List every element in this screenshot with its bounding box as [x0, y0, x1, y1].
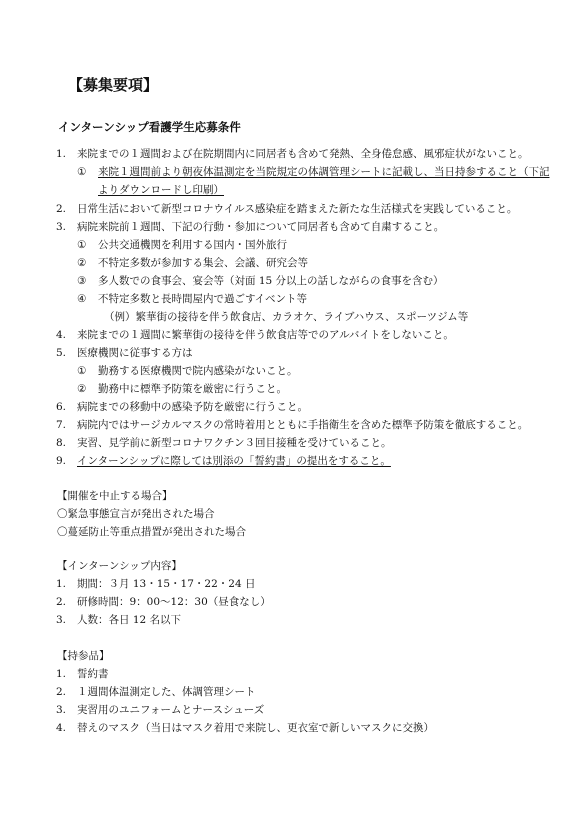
item-number: 4. — [56, 722, 67, 734]
item-text: 勤務する医療機関で院内感染がないこと。 — [98, 365, 298, 377]
item-text: 病院来院前１週間、下記の行動・参加について同居者も含めて自粛すること。 — [77, 221, 445, 233]
item-number: 1. — [56, 148, 67, 160]
item-text: 〇蔓延防止等重点措置が発出された場合 — [57, 526, 246, 538]
item-number: 4. — [56, 329, 67, 341]
conditions-subtitle: インターンシップ看護学生応募条件 — [58, 120, 241, 134]
item-text: 来院までの１週間および在院期間内に同居者も含めて発熱、全身倦怠感、風邪症状がないこと。 — [77, 148, 529, 160]
item-text: 不特定多数が参加する集会、会議、研究会等 — [98, 257, 308, 269]
item-number: 8. — [56, 437, 67, 449]
item-text-continued: よりダウンロードし印刷） — [98, 184, 224, 196]
item-text: 病院内ではサージカルマスクの常時着用とともに手指衛生を含めた標準予防策を徹底すること。 — [77, 419, 529, 431]
item-text: 誓約書 — [77, 668, 109, 680]
item-text: 病院までの移動中の感染予防を厳密に行うこと。 — [77, 401, 308, 413]
item-number: 2. — [56, 203, 67, 215]
item-marker: ① — [77, 166, 87, 178]
item-number: 3. — [56, 704, 67, 716]
section-heading: 【開催を中止する場合】 — [57, 490, 173, 502]
item-marker: ① — [77, 239, 87, 251]
item-text: 公共交通機関を利用する国内・国外旅行 — [98, 239, 287, 251]
item-number: 3. — [56, 221, 67, 233]
item-text: 医療機関に従事する方は — [77, 347, 193, 359]
item-number: 3. — [56, 614, 67, 626]
section-heading: 【持参品】 — [57, 650, 110, 662]
example-text: （例）繁華街の接待を伴う飲食店、カラオケ、ライブハウス、スポーツジム等 — [104, 311, 469, 323]
item-marker: ① — [77, 365, 87, 377]
item-text: 人数：各日 12 名以下 — [77, 614, 182, 626]
item-number: 2. — [56, 596, 67, 608]
item-number: 7. — [56, 419, 67, 431]
item-text: 不特定多数と長時間屋内で過ごすイベント等 — [98, 293, 308, 305]
item-text: １週間体温測定した、体調管理シート — [77, 686, 256, 698]
item-number: 9. — [56, 455, 67, 467]
item-marker: ③ — [77, 275, 87, 287]
item-text: 日常生活において新型コロナウイルス感染症を踏まえた新たな生活様式を実践していること。 — [77, 203, 518, 215]
item-text: 来院までの１週間に繁華街の接待を伴う飲食店等でのアルバイトをしないこと。 — [77, 329, 454, 341]
item-text: インターンシップに際しては別添の「誓約書」の提出をすること。 — [77, 455, 391, 467]
item-text: 実習用のユニフォームとナースシューズ — [77, 704, 265, 716]
item-marker: ④ — [77, 293, 87, 305]
page-title: 【募集要項】 — [68, 76, 159, 94]
item-number: 1. — [56, 668, 67, 680]
section-heading: 【インターンシップ内容】 — [57, 560, 182, 572]
item-number: 2. — [56, 686, 67, 698]
item-text: 勤務中に標準予防策を厳密に行うこと。 — [98, 383, 287, 395]
item-marker: ② — [77, 383, 87, 395]
item-number: 6. — [56, 401, 67, 413]
item-text: 多人数での食事会、宴会等（対面 15 分以上の話しながらの食事を含む） — [98, 275, 444, 287]
item-text: 期間：３月 13・15・17・22・24 日 — [77, 578, 256, 590]
item-number: 1. — [56, 578, 67, 590]
item-text: 替えのマスク（当日はマスク着用で来院し、更衣室で新しいマスクに交換） — [77, 722, 434, 734]
item-text: 〇緊急事態宣言が発出された場合 — [57, 508, 215, 520]
item-number: 5. — [56, 347, 67, 359]
item-text: 実習、見学前に新型コロナワクチン３回目接種を受けていること。 — [77, 437, 392, 449]
item-text: 研修時間：9：00～12：30（昼食なし） — [77, 596, 271, 608]
item-text: 来院１週間前より朝夜体温測定を当院規定の体調管理シートに記載し、当日持参すること（下記 — [98, 166, 550, 178]
item-marker: ② — [77, 257, 87, 269]
